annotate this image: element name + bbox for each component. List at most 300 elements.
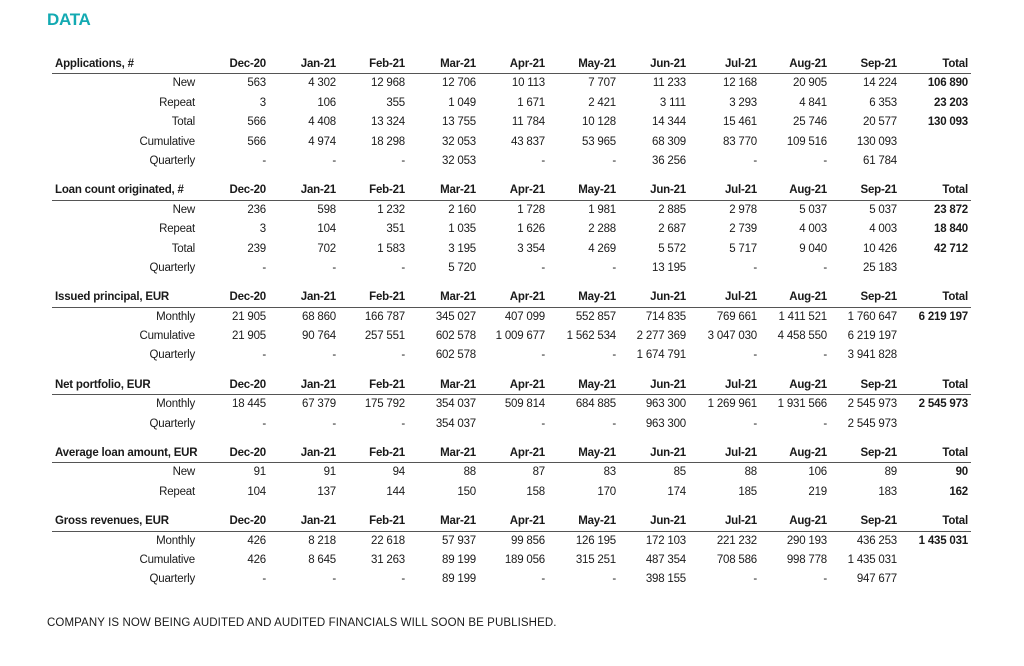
value-cell: 2 545 973	[847, 398, 897, 411]
value-cell: 88	[463, 466, 476, 479]
value-cell: -	[541, 349, 545, 362]
value-cell: 3 354	[517, 242, 545, 255]
value-cell: 3 047 030	[707, 330, 757, 343]
value-cell: -	[401, 261, 405, 274]
value-cell: 5 037	[799, 203, 827, 216]
table-header-row	[0, 376, 1024, 395]
value-cell: -	[541, 261, 545, 274]
column-header: Mar-21	[440, 291, 476, 304]
value-cell: -	[612, 349, 616, 362]
row-label: Monthly	[156, 310, 195, 323]
value-cell: 20 577	[863, 116, 897, 129]
table-row	[0, 463, 1024, 482]
value-cell: 4 974	[308, 135, 336, 148]
column-header: Jul-21	[724, 58, 757, 70]
value-cell: -	[612, 154, 616, 167]
column-header: Sep-21	[860, 378, 897, 391]
value-cell: 6 353	[869, 96, 897, 109]
value-cell: 43 837	[511, 135, 545, 148]
value-cell: 15 461	[723, 116, 757, 129]
total-cell: 106 890	[927, 77, 968, 90]
table-section	[0, 55, 1024, 171]
value-cell: 354 037	[435, 417, 476, 430]
value-cell: 2 277 369	[636, 330, 686, 343]
value-cell: 4 841	[799, 96, 827, 109]
value-cell: 290 193	[786, 534, 827, 547]
table-header-row	[0, 181, 1024, 200]
value-cell: 13 755	[442, 116, 476, 129]
table-row	[0, 415, 1024, 434]
table-row	[0, 220, 1024, 239]
column-header: Feb-21	[369, 184, 405, 197]
value-cell: -	[753, 154, 757, 167]
value-cell: 14 224	[863, 77, 897, 90]
value-cell: 426	[247, 553, 266, 566]
table-row	[0, 94, 1024, 113]
value-cell: 88	[744, 466, 757, 479]
value-cell: 4 408	[308, 116, 336, 129]
column-header: Jun-21	[650, 291, 686, 304]
column-header: Sep-21	[860, 447, 897, 460]
total-cell: 2 545 973	[918, 398, 968, 411]
value-cell: 31 263	[371, 553, 405, 566]
value-cell: 90 764	[302, 330, 336, 343]
value-cell: 8 218	[308, 534, 336, 547]
value-cell: 602 578	[435, 330, 476, 343]
value-cell: 99 856	[511, 534, 545, 547]
value-cell: 1 269 961	[707, 398, 757, 411]
column-header: Mar-21	[440, 184, 476, 197]
value-cell: 219	[808, 485, 827, 498]
value-cell: 2 421	[588, 96, 616, 109]
value-cell: -	[262, 154, 266, 167]
value-cell: 2 978	[729, 203, 757, 216]
value-cell: 4 003	[869, 223, 897, 236]
value-cell: 22 618	[371, 534, 405, 547]
table-row	[0, 395, 1024, 414]
value-cell: -	[612, 573, 616, 586]
table-row	[0, 308, 1024, 327]
table-header-row	[0, 288, 1024, 307]
row-label: Monthly	[156, 398, 195, 411]
row-label: Quarterly	[149, 573, 195, 586]
column-header: Mar-21	[440, 378, 476, 391]
value-cell: -	[332, 417, 336, 430]
table-row	[0, 259, 1024, 278]
value-cell: 89 199	[442, 553, 476, 566]
value-cell: 21 905	[232, 330, 266, 343]
column-header: Dec-20	[229, 184, 266, 197]
section-title: Issued principal, EUR	[55, 291, 170, 304]
total-cell: 18 840	[934, 223, 968, 236]
value-cell: 85	[673, 466, 686, 479]
value-cell: 4 302	[308, 77, 336, 90]
table-row	[0, 346, 1024, 365]
value-cell: 94	[392, 466, 405, 479]
table-section	[0, 512, 1024, 590]
column-header: Jul-21	[724, 291, 757, 304]
value-cell: 10 426	[863, 242, 897, 255]
column-header: Aug-21	[789, 515, 827, 528]
value-cell: 769 661	[716, 310, 757, 323]
row-label: Repeat	[159, 96, 195, 109]
column-header: Feb-21	[369, 58, 405, 70]
value-cell: 91	[253, 466, 266, 479]
value-cell: 137	[317, 485, 336, 498]
column-header: Dec-20	[229, 515, 266, 528]
value-cell: 106	[317, 96, 336, 109]
value-cell: 345 027	[435, 310, 476, 323]
value-cell: -	[753, 349, 757, 362]
value-cell: -	[262, 349, 266, 362]
value-cell: 144	[386, 485, 405, 498]
value-cell: 2 288	[588, 223, 616, 236]
value-cell: -	[401, 154, 405, 167]
value-cell: 4 269	[588, 242, 616, 255]
value-cell: 174	[667, 485, 686, 498]
value-cell: 5 720	[448, 261, 476, 274]
value-cell: 83	[603, 466, 616, 479]
value-cell: 2 687	[658, 223, 686, 236]
value-cell: 354 037	[435, 398, 476, 411]
value-cell: -	[823, 154, 827, 167]
value-cell: 18 445	[232, 398, 266, 411]
value-cell: 257 551	[364, 330, 405, 343]
column-header: Sep-21	[860, 184, 897, 197]
column-header: Dec-20	[229, 58, 266, 70]
value-cell: 3	[259, 96, 266, 109]
value-cell: 12 168	[723, 77, 757, 90]
column-header: Mar-21	[440, 447, 476, 460]
column-header: Jun-21	[650, 515, 686, 528]
value-cell: -	[823, 349, 827, 362]
value-cell: 20 905	[793, 77, 827, 90]
column-header: Jul-21	[724, 378, 757, 391]
value-cell: 5 572	[658, 242, 686, 255]
value-cell: -	[823, 573, 827, 586]
total-cell: 130 093	[927, 116, 968, 129]
value-cell: 150	[457, 485, 476, 498]
value-cell: 68 860	[302, 310, 336, 323]
value-cell: -	[262, 261, 266, 274]
value-cell: 53 965	[582, 135, 616, 148]
value-cell: 13 324	[371, 116, 405, 129]
value-cell: -	[332, 573, 336, 586]
table-row	[0, 551, 1024, 570]
total-cell: 162	[949, 485, 968, 498]
value-cell: 57 937	[442, 534, 476, 547]
row-label: New	[172, 466, 195, 479]
value-cell: 25 746	[793, 116, 827, 129]
value-cell: 9 040	[799, 242, 827, 255]
value-cell: 2 739	[729, 223, 757, 236]
column-header: Aug-21	[789, 58, 827, 70]
value-cell: 426	[247, 534, 266, 547]
column-header: May-21	[578, 447, 616, 460]
value-cell: 1 583	[377, 242, 405, 255]
value-cell: -	[262, 573, 266, 586]
row-label: Total	[171, 242, 195, 255]
value-cell: 1 411 521	[778, 310, 827, 323]
value-cell: -	[541, 417, 545, 430]
column-header: Total	[942, 58, 968, 70]
value-cell: 21 905	[232, 310, 266, 323]
total-cell: 23 872	[934, 203, 968, 216]
table-row	[0, 74, 1024, 93]
column-header: Jun-21	[650, 58, 686, 70]
value-cell: 175 792	[364, 398, 405, 411]
value-cell: 239	[247, 242, 266, 255]
table-header-row	[0, 512, 1024, 531]
table-row	[0, 133, 1024, 152]
column-header: Sep-21	[860, 291, 897, 304]
value-cell: 509 814	[504, 398, 545, 411]
value-cell: 104	[247, 485, 266, 498]
value-cell: 91	[323, 466, 336, 479]
column-header: Aug-21	[789, 291, 827, 304]
column-header: May-21	[578, 58, 616, 70]
column-header: Total	[942, 291, 968, 304]
table-section	[0, 288, 1024, 366]
row-label: Cumulative	[139, 553, 195, 566]
total-cell: 1 435 031	[918, 534, 968, 547]
value-cell: 702	[317, 242, 336, 255]
value-cell: 1 981	[588, 203, 616, 216]
value-cell: -	[541, 154, 545, 167]
column-header: Jul-21	[724, 447, 757, 460]
table-row	[0, 152, 1024, 171]
value-cell: 598	[317, 203, 336, 216]
value-cell: 714 835	[645, 310, 686, 323]
row-label: Quarterly	[149, 417, 195, 430]
value-cell: 10 113	[511, 77, 545, 90]
value-cell: 552 857	[575, 310, 616, 323]
value-cell: 221 232	[716, 534, 757, 547]
value-cell: 89 199	[442, 573, 476, 586]
value-cell: 566	[247, 116, 266, 129]
value-cell: 185	[738, 485, 757, 498]
column-header: Feb-21	[369, 447, 405, 460]
value-cell: 1 049	[448, 96, 476, 109]
value-cell: 83 770	[723, 135, 757, 148]
value-cell: -	[612, 261, 616, 274]
row-label: Quarterly	[149, 154, 195, 167]
value-cell: 109 516	[786, 135, 827, 148]
table-row	[0, 201, 1024, 220]
row-label: Repeat	[159, 485, 195, 498]
value-cell: 106	[808, 466, 827, 479]
column-header: Mar-21	[440, 515, 476, 528]
value-cell: 32 053	[442, 135, 476, 148]
column-header: Jul-21	[724, 184, 757, 197]
table-row	[0, 240, 1024, 259]
row-label: Repeat	[159, 223, 195, 236]
column-header: Jan-21	[300, 58, 336, 70]
value-cell: 2 885	[658, 203, 686, 216]
value-cell: -	[401, 573, 405, 586]
column-header: May-21	[578, 378, 616, 391]
value-cell: 13 195	[652, 261, 686, 274]
column-header: May-21	[578, 291, 616, 304]
column-header: Apr-21	[509, 291, 545, 304]
value-cell: -	[401, 417, 405, 430]
value-cell: 126 195	[575, 534, 616, 547]
value-cell: -	[332, 154, 336, 167]
row-label: New	[172, 203, 195, 216]
column-header: Jun-21	[650, 184, 686, 197]
value-cell: 6 219 197	[847, 330, 897, 343]
table-section	[0, 376, 1024, 434]
value-cell: 1 931 566	[777, 398, 827, 411]
value-cell: 4 458 550	[777, 330, 827, 343]
value-cell: 68 309	[652, 135, 686, 148]
value-cell: 130 093	[856, 135, 897, 148]
value-cell: 166 787	[364, 310, 405, 323]
column-header: May-21	[578, 515, 616, 528]
table-header-row	[0, 444, 1024, 463]
value-cell: 1 728	[517, 203, 545, 216]
value-cell: -	[823, 417, 827, 430]
column-header: Sep-21	[860, 58, 897, 70]
value-cell: 183	[878, 485, 897, 498]
value-cell: 12 706	[442, 77, 476, 90]
total-cell: 42 712	[934, 242, 968, 255]
column-header: Sep-21	[860, 515, 897, 528]
value-cell: 10 128	[582, 116, 616, 129]
value-cell: -	[753, 573, 757, 586]
table-row	[0, 113, 1024, 132]
value-cell: 563	[247, 77, 266, 90]
table-section	[0, 181, 1024, 278]
footnote: COMPANY IS NOW BEING AUDITED AND AUDITED FINANCIALS WILL SOON BE PUBLISHED.	[47, 617, 557, 629]
value-cell: 566	[247, 135, 266, 148]
value-cell: -	[612, 417, 616, 430]
value-cell: 2 545 973	[847, 417, 897, 430]
row-label: Cumulative	[139, 330, 195, 343]
value-cell: 25 183	[863, 261, 897, 274]
column-header: Feb-21	[369, 378, 405, 391]
column-header: Dec-20	[229, 378, 266, 391]
value-cell: 158	[526, 485, 545, 498]
value-cell: 315 251	[575, 553, 616, 566]
value-cell: 4 003	[799, 223, 827, 236]
row-label: Cumulative	[139, 135, 195, 148]
value-cell: -	[823, 261, 827, 274]
column-header: Feb-21	[369, 515, 405, 528]
value-cell: -	[401, 349, 405, 362]
value-cell: 947 677	[856, 573, 897, 586]
value-cell: 407 099	[504, 310, 545, 323]
row-label: Monthly	[156, 534, 195, 547]
value-cell: 3	[259, 223, 266, 236]
value-cell: 602 578	[435, 349, 476, 362]
value-cell: 8 645	[308, 553, 336, 566]
table-row	[0, 327, 1024, 346]
column-header: Apr-21	[509, 447, 545, 460]
column-header: Jan-21	[300, 515, 336, 528]
value-cell: 170	[597, 485, 616, 498]
column-header: Apr-21	[509, 378, 545, 391]
section-title: Applications, #	[55, 58, 134, 70]
section-title: Gross revenues, EUR	[55, 515, 169, 528]
value-cell: 14 344	[652, 116, 686, 129]
row-label: Quarterly	[149, 261, 195, 274]
value-cell: -	[332, 349, 336, 362]
value-cell: -	[541, 573, 545, 586]
value-cell: 87	[532, 466, 545, 479]
column-header: Apr-21	[509, 58, 545, 70]
section-title: Loan count originated, #	[55, 184, 184, 197]
value-cell: 3 195	[448, 242, 476, 255]
column-header: Feb-21	[369, 291, 405, 304]
column-header: Apr-21	[509, 184, 545, 197]
value-cell: 11 784	[511, 116, 545, 129]
value-cell: -	[753, 261, 757, 274]
column-header: Total	[942, 515, 968, 528]
value-cell: 61 784	[863, 154, 897, 167]
column-header: May-21	[578, 184, 616, 197]
total-cell: 23 203	[934, 96, 968, 109]
value-cell: 3 111	[659, 96, 686, 109]
value-cell: 1 435 031	[847, 553, 897, 566]
value-cell: 89	[884, 466, 897, 479]
value-cell: 436 253	[856, 534, 897, 547]
value-cell: 487 354	[645, 553, 686, 566]
value-cell: 36 256	[652, 154, 686, 167]
data-tables	[0, 55, 1024, 590]
column-header: Apr-21	[509, 515, 545, 528]
value-cell: -	[262, 417, 266, 430]
value-cell: 708 586	[716, 553, 757, 566]
value-cell: 67 379	[302, 398, 336, 411]
value-cell: 1 232	[377, 203, 405, 216]
value-cell: 32 053	[442, 154, 476, 167]
value-cell: 1 035	[448, 223, 476, 236]
column-header: Jan-21	[300, 184, 336, 197]
value-cell: 963 300	[645, 417, 686, 430]
row-label: Total	[171, 116, 195, 129]
value-cell: 1 562 534	[566, 330, 616, 343]
column-header: Aug-21	[789, 378, 827, 391]
column-header: Jan-21	[300, 291, 336, 304]
section-title: Net portfolio, EUR	[55, 378, 151, 391]
value-cell: 684 885	[575, 398, 616, 411]
value-cell: 12 968	[371, 77, 405, 90]
value-cell: 18 298	[371, 135, 405, 148]
table-row	[0, 570, 1024, 589]
value-cell: 355	[386, 96, 405, 109]
table-section	[0, 444, 1024, 502]
column-header: Aug-21	[789, 184, 827, 197]
value-cell: 963 300	[645, 398, 686, 411]
value-cell: 1 671	[517, 96, 545, 109]
column-header: Total	[942, 447, 968, 460]
column-header: Aug-21	[789, 447, 827, 460]
table-header-row	[0, 55, 1024, 74]
value-cell: 1 674 791	[636, 349, 686, 362]
column-header: Jun-21	[650, 447, 686, 460]
column-header: Dec-20	[229, 447, 266, 460]
value-cell: 7 707	[588, 77, 616, 90]
column-header: Jan-21	[300, 378, 336, 391]
column-header: Jun-21	[650, 378, 686, 391]
table-row	[0, 483, 1024, 502]
column-header: Jan-21	[300, 447, 336, 460]
value-cell: 398 155	[645, 573, 686, 586]
table-row	[0, 532, 1024, 551]
value-cell: 189 056	[504, 553, 545, 566]
row-label: New	[172, 77, 195, 90]
